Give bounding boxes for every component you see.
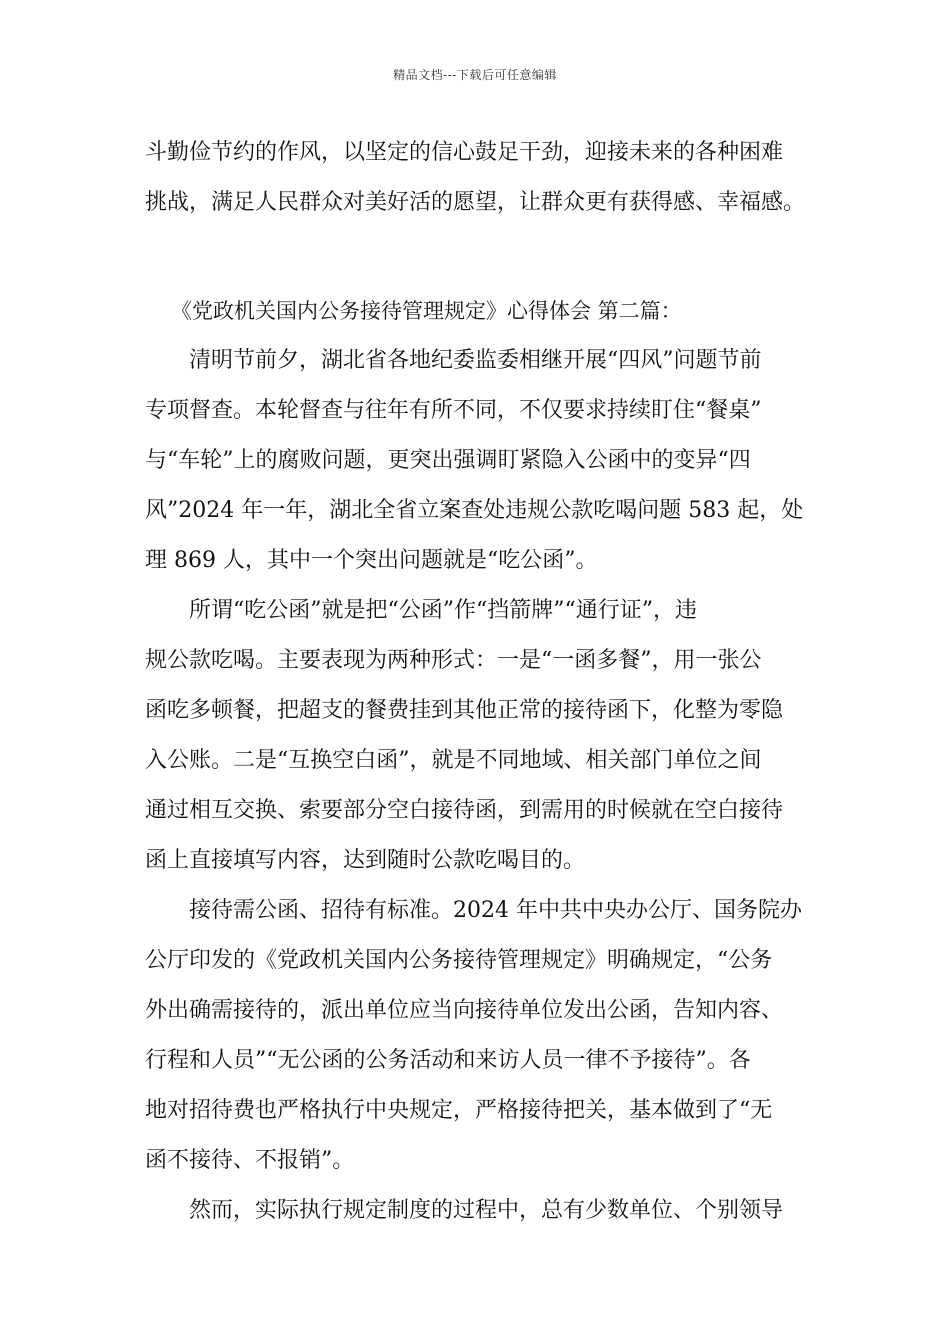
- text-line: 函上直接填写内容，达到随时公款吃喝目的。: [145, 848, 586, 873]
- text-line: 函吃多顿餐，把超支的餐费挂到其他正常的接待函下，化整为零隐: [145, 698, 784, 723]
- text-line: 与“车轮”上的腐败问题，更突出强调盯紧隐入公函中的变异“四: [145, 448, 751, 473]
- section-title: 《党政机关国内公务接待管理规定》心得体会 第二篇：: [171, 299, 682, 323]
- text-line: 通过相互交换、索要部分空白接待函，到需用的时候就在空白接待: [145, 798, 784, 823]
- text-line: 挑战，满足人民群众对美好活的愿望，让群众更有获得感、幸福感。: [145, 190, 806, 215]
- text-line: 公厅印发的《党政机关国内公务接待管理规定》明确规定，“公务: [145, 948, 773, 973]
- page-header: 精品文档---下载后可任意编辑: [393, 68, 557, 82]
- text-line: 入公账。二是“互换空白函”，就是不同地域、相关部门单位之间: [145, 748, 762, 773]
- text-line: 理 869 人，其中一个突出问题就是“吃公函”。: [145, 548, 598, 573]
- text-line: 地对招待费也严格执行中央规定，严格接待把关，基本做到了“无: [145, 1098, 773, 1123]
- text-line: 函不接待、不报销”。: [145, 1148, 355, 1173]
- paragraph-first-line: 然而，实际执行规定制度的过程中，总有少数单位、个别领导: [189, 1198, 784, 1223]
- paragraph-first-line: 清明节前夕，湖北省各地纪委监委相继开展“四风”问题节前: [189, 348, 762, 373]
- text-line: 风”2024 年一年，湖北全省立案查处违规公款吃喝问题 583 起，处: [145, 498, 804, 523]
- paragraph-first-line: 所谓“吃公函”就是把“公函”作“挡箭牌”“通行证”，违: [189, 598, 697, 623]
- text-line: 外出确需接待的，派出单位应当向接待单位发出公函，告知内容、: [145, 998, 784, 1023]
- text-line: 斗勤俭节约的作风，以坚定的信心鼓足干劲，迎接未来的各种困难: [145, 140, 784, 165]
- document-body: [145, 128, 810, 1236]
- paragraph-first-line: 接待需公函、招待有标准。2024 年中共中央办公厅、国务院办: [189, 898, 802, 923]
- text-line: 行程和人员”“无公函的公务活动和来访人员一律不予接待”。各: [145, 1048, 751, 1073]
- text-line: 专项督查。本轮督查与往年有所不同，不仅要求持续盯住“餐桌”: [145, 398, 762, 423]
- text-line: 规公款吃喝。主要表现为两种形式：一是“一函多餐”，用一张公: [145, 648, 762, 673]
